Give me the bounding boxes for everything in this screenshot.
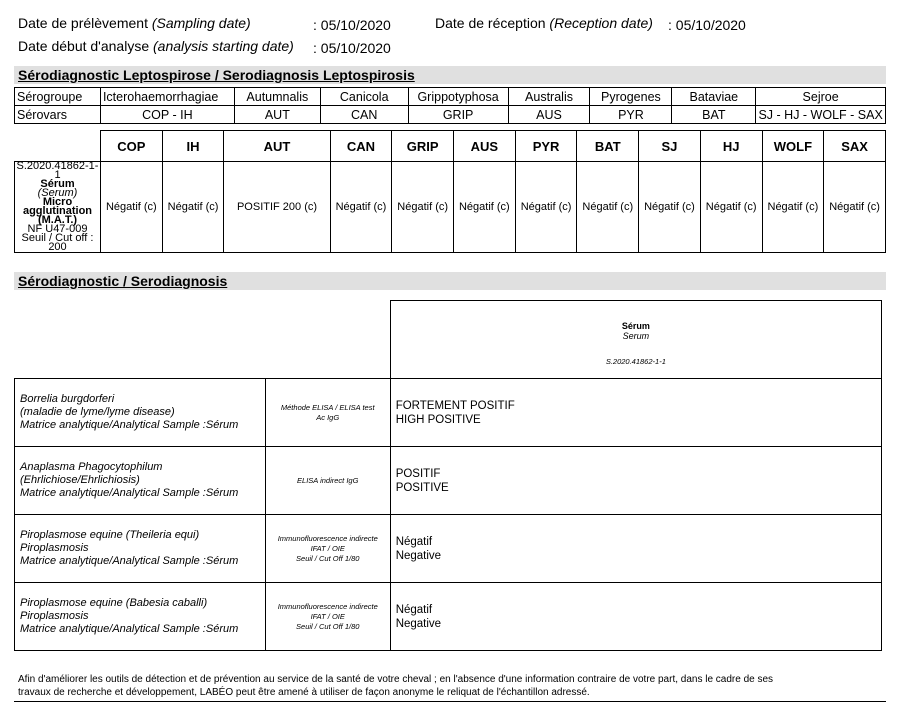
- result-cell: Négatif (c): [824, 162, 886, 253]
- code-header: CAN: [330, 131, 392, 162]
- serogroup-cell: Bataviae: [672, 88, 756, 106]
- code-header: HJ: [700, 131, 762, 162]
- analyte-name: Piroplasmose equine (Babesia caballi): [20, 597, 208, 609]
- result-en: Negative: [395, 549, 442, 562]
- result-en: POSITIVE: [395, 481, 449, 494]
- serovar-cell: SJ - HJ - WOLF - SAX: [756, 106, 886, 124]
- method-cell: [265, 447, 390, 515]
- analysis-date: [18, 38, 294, 54]
- result-fr: Négatif: [395, 535, 433, 548]
- code-header: AUT: [224, 131, 330, 162]
- empty-header-cell: [15, 301, 266, 379]
- serovar-cell: GRIP: [408, 106, 508, 124]
- serovar-cell: BAT: [672, 106, 756, 124]
- sero-row: [15, 379, 882, 447]
- analyte-matrix: Matrice analytique/Analytical Sample :Sérum: [20, 419, 239, 431]
- sample-matrix: Sérum: [40, 178, 75, 190]
- result-cell: POSITIF 200 (c): [224, 162, 330, 253]
- analyte-matrix: Matrice analytique/Analytical Sample :Sérum: [20, 555, 239, 567]
- serogroup-cell: Autumnalis: [234, 88, 320, 106]
- lepto-serogroup-table: [14, 87, 886, 124]
- code-header: AUS: [454, 131, 516, 162]
- method-line: IFAT / OIE: [310, 543, 345, 553]
- analyte-disease: (Ehrlichiose/Ehrlichiosis): [20, 474, 140, 486]
- lepto-results-table: [14, 130, 886, 253]
- result-cell: Négatif (c): [392, 162, 454, 253]
- serovar-cell: CAN: [320, 106, 408, 124]
- sample-cutoff: Seuil / Cut off : 200: [21, 232, 94, 253]
- method-cell: [265, 379, 390, 447]
- lepto-result-row: [15, 162, 886, 253]
- sero-row: [15, 515, 882, 583]
- reception-date-label: Date de réception: [435, 15, 546, 31]
- serovar-label: Sérovars: [15, 106, 101, 124]
- serum-header-cell: [390, 301, 881, 379]
- footer-divider: [14, 701, 886, 702]
- analysis-date-value: : 05/10/2020: [313, 40, 391, 56]
- reception-date-label-en: (Reception date): [549, 15, 653, 31]
- method-line: Seuil / Cut Off 1/80: [296, 553, 360, 563]
- result-cell: Négatif (c): [762, 162, 824, 253]
- sero-header-row: [15, 301, 882, 379]
- serovar-cell: AUS: [508, 106, 590, 124]
- analysis-date-label: Date début d'analyse: [18, 38, 150, 54]
- serovar-code-row: [15, 131, 886, 162]
- code-header: BAT: [577, 131, 639, 162]
- result-en: Negative: [395, 617, 442, 630]
- serovar-cell: PYR: [590, 106, 672, 124]
- serum-header-matrix-en: Serum: [622, 331, 650, 341]
- code-header: GRIP: [392, 131, 454, 162]
- analyte-name: Borrelia burgdorferi: [20, 393, 115, 405]
- footer-note: [18, 673, 886, 699]
- result-cell: Négatif (c): [101, 162, 163, 253]
- reception-date-value: : 05/10/2020: [668, 17, 746, 33]
- code-header: WOLF: [762, 131, 824, 162]
- analyte-matrix: Matrice analytique/Analytical Sample :Sérum: [20, 487, 239, 499]
- serogroup-cell: Australis: [508, 88, 590, 106]
- serum-header-matrix: Sérum: [621, 321, 650, 331]
- sample-id: S.2020.41862-1-1: [16, 160, 99, 181]
- footer-line: Afin d'améliorer les outils de détection et de prévention au service de la santé de votre cheval ; en l'absence d'une information contraire de votre part, dans le cadre de ses: [18, 674, 774, 685]
- analyte-matrix: Matrice analytique/Analytical Sample :Sérum: [20, 623, 239, 635]
- method-line: IFAT / OIE: [310, 611, 345, 621]
- result-cell: Négatif (c): [639, 162, 701, 253]
- result-en: HIGH POSITIVE: [395, 413, 481, 426]
- result-cell: Négatif (c): [700, 162, 762, 253]
- method-line: Immunofluorescence indirecte: [277, 533, 378, 543]
- result-cell: Négatif (c): [454, 162, 516, 253]
- serovar-row: [15, 106, 886, 124]
- serogroup-row: [15, 88, 886, 106]
- code-header: COP: [101, 131, 163, 162]
- analyte-disease: Piroplasmosis: [20, 610, 89, 622]
- method-line: Seuil / Cut Off 1/80: [296, 621, 360, 631]
- footer-line: travaux de recherche et développement, LABÉO peut être amené à utiliser de façon anonyme le reliquat de l'échantillon adressé.: [18, 687, 590, 698]
- empty-corner: [15, 131, 101, 162]
- result-cell: Négatif (c): [577, 162, 639, 253]
- sampling-date-value: : 05/10/2020: [313, 17, 391, 33]
- analyte-name: Anaplasma Phagocytophilum: [20, 461, 163, 473]
- analyte-name: Piroplasmose equine (Theileria equi): [20, 529, 200, 541]
- method-line: Immunofluorescence indirecte: [277, 601, 378, 611]
- analysis-date-label-en: (analysis starting date): [153, 38, 294, 54]
- result-cell: Négatif (c): [162, 162, 224, 253]
- code-header: IH: [162, 131, 224, 162]
- serovar-cell: AUT: [234, 106, 320, 124]
- code-header: SJ: [639, 131, 701, 162]
- result-cell: [390, 447, 881, 515]
- result-fr: FORTEMENT POSITIF: [395, 399, 515, 412]
- result-cell: [390, 379, 881, 447]
- analyte-cell: [15, 379, 266, 447]
- result-cell: [390, 515, 881, 583]
- sero-row: [15, 447, 882, 515]
- sero-section-title: Sérodiagnostic / Serodiagnosis: [14, 272, 886, 290]
- reception-date: [435, 15, 653, 31]
- method-cell: [265, 583, 390, 651]
- analyte-cell: [15, 583, 266, 651]
- method-line: Ac IgG: [316, 412, 340, 422]
- serovar-cell: COP - IH: [100, 106, 234, 124]
- serogroup-cell: Sejroe: [756, 88, 886, 106]
- lepto-section-title: Sérodiagnostic Leptospirose / Serodiagnosis Leptospirosis: [14, 66, 886, 84]
- sampling-date-label-en: (Sampling date): [151, 15, 251, 31]
- result-cell: Négatif (c): [330, 162, 392, 253]
- analyte-disease: (maladie de lyme/lyme disease): [20, 406, 175, 418]
- sample-norm: NF U47-009: [27, 223, 88, 235]
- sampling-date: [18, 15, 251, 31]
- method-line: Méthode ELISA / ELISA test: [280, 402, 375, 412]
- method-cell: [265, 515, 390, 583]
- serogroup-cell: Pyrogenes: [590, 88, 672, 106]
- sero-results-table: [14, 300, 882, 651]
- method-line: ELISA indirect IgG: [297, 475, 359, 485]
- analyte-cell: [15, 447, 266, 515]
- sample-info-cell: [15, 162, 101, 253]
- serogroup-label: Sérogroupe: [15, 88, 101, 106]
- serogroup-cell: Canicola: [320, 88, 408, 106]
- serogroup-cell: Icterohaemorrhagiae: [100, 88, 234, 106]
- sample-matrix-en: (Serum): [37, 187, 78, 199]
- serogroup-cell: Grippotyphosa: [408, 88, 508, 106]
- sero-row: [15, 583, 882, 651]
- result-fr: POSITIF: [395, 467, 441, 480]
- sample-method: Micro agglutination (M.A.T.): [22, 196, 93, 226]
- result-cell: Négatif (c): [515, 162, 577, 253]
- code-header: SAX: [824, 131, 886, 162]
- analyte-disease: Piroplasmosis: [20, 542, 89, 554]
- empty-header-cell: [265, 301, 390, 379]
- sampling-date-label: Date de prélèvement: [18, 15, 148, 31]
- analyte-cell: [15, 515, 266, 583]
- serum-header-sample-id: S.2020.41862-1-1: [605, 357, 666, 366]
- result-fr: Négatif: [395, 603, 433, 616]
- result-cell: [390, 583, 881, 651]
- code-header: PYR: [515, 131, 577, 162]
